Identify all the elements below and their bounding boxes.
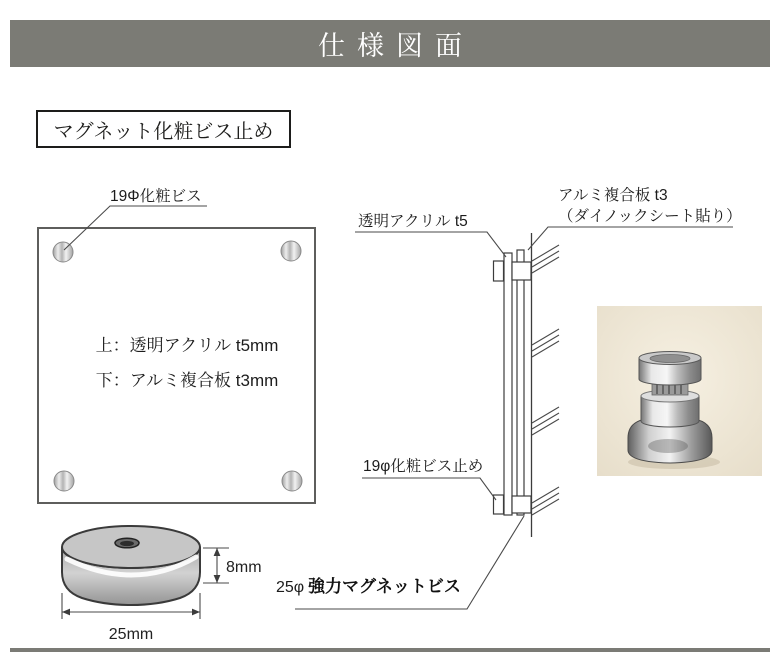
acrylic-leader-line: [355, 232, 506, 257]
magnet-body-section: [512, 496, 531, 513]
acrylic-plate-section: [504, 253, 512, 515]
bis-stop-leader-line: [362, 478, 496, 500]
disc-center-hole-inner: [120, 541, 134, 546]
page-title: 仕様図面: [318, 31, 474, 61]
panel-outline: [38, 228, 315, 503]
aluminum-leader-line: [528, 227, 733, 250]
arrowhead-down: [214, 575, 221, 583]
magnet-label-main: 強力マグネットビス: [308, 577, 461, 596]
aluminum-plate-section: [517, 250, 524, 515]
layer-bottom-text: 下：アルミ複合板 t3mm: [95, 371, 279, 390]
magnet-body-section: [512, 262, 531, 280]
bis-stop-label: 19φ化粧ビス止め: [363, 458, 484, 475]
arrowhead-up: [214, 548, 221, 556]
arrowhead-left: [62, 609, 70, 616]
bottom-fastener: [494, 495, 532, 514]
arrowhead-right: [192, 609, 200, 616]
product-photo: [597, 306, 762, 476]
subtitle-label: マグネット化粧ビス止め: [53, 120, 274, 143]
diameter-dim-text: 25mm: [108, 626, 154, 643]
layer-top-text: 上：透明アクリル t5mm: [95, 336, 279, 355]
height-dimension: [203, 548, 262, 583]
acrylic-label: 透明アクリル t5: [358, 213, 468, 230]
screw-label: 19Φ化粧ビス: [110, 188, 202, 205]
aluminum-label-line1: アルミ複合板 t3: [558, 187, 668, 204]
magnet-label-prefix: 25φ: [276, 579, 305, 596]
screw-head-circle: [281, 241, 301, 261]
top-fastener: [494, 261, 532, 281]
front-view: [38, 187, 315, 503]
magnet-detail-view: [62, 526, 262, 643]
bis-head-section: [494, 261, 504, 281]
footer-bar: [10, 648, 770, 652]
photo-base-reflection: [648, 439, 688, 453]
photo-cap-top-ring: [650, 355, 690, 363]
height-dim-text: 8mm: [226, 559, 262, 576]
aluminum-label-line2: （ダイノックシート貼り）: [558, 208, 742, 225]
wall-hatch-marks: [532, 245, 559, 515]
screw-head-circle: [54, 471, 74, 491]
screw-head-circle: [282, 471, 302, 491]
